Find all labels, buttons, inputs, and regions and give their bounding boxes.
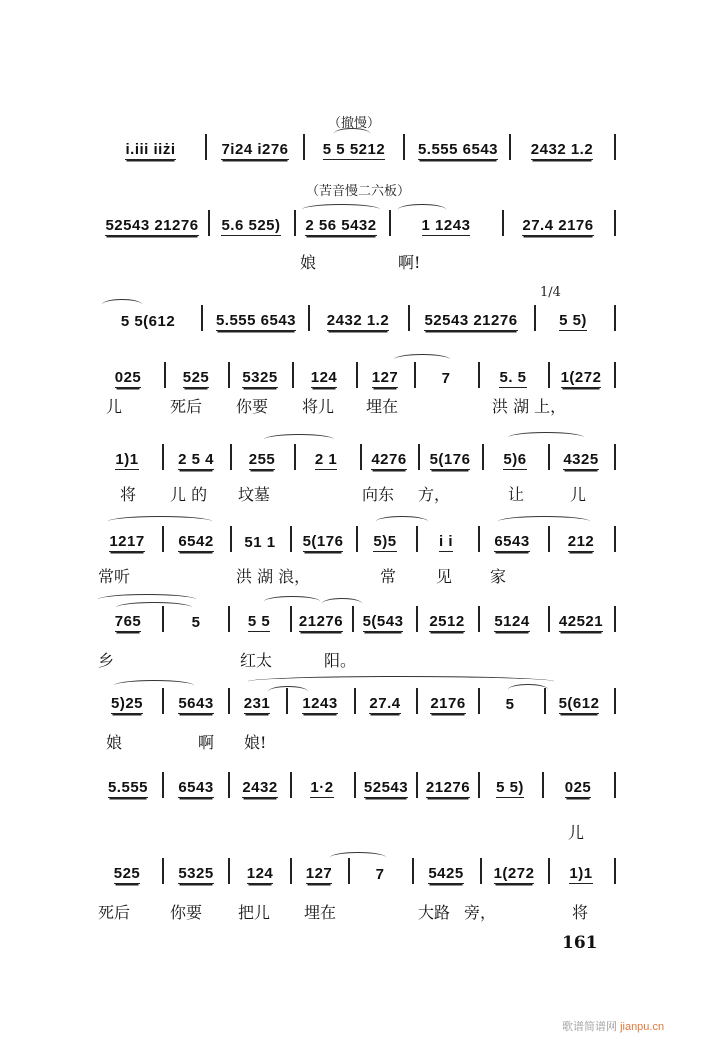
score-row-4 <box>98 350 618 420</box>
section-marking: （苦音慢二六板） <box>306 184 411 199</box>
measure: 5.555 <box>107 779 149 796</box>
score-row-5 <box>98 432 618 507</box>
lyric: 儿 <box>106 397 123 416</box>
measure: 5.555 6543 <box>417 141 499 158</box>
measure: 127 <box>371 369 399 386</box>
measure: 7 <box>441 370 451 387</box>
lyric: 埋在 <box>304 903 337 922</box>
measure: 124 <box>310 369 338 386</box>
score-row-9 <box>98 770 618 840</box>
lyric: 乡 <box>98 651 115 670</box>
lyric: 死后 <box>98 903 131 922</box>
measure: 1217 <box>109 533 145 550</box>
measure: 6543 <box>494 533 530 550</box>
measure: 21276 <box>425 779 471 796</box>
measure: 1(272 <box>493 865 535 882</box>
lyric: 坟墓 <box>238 485 271 504</box>
lyric: 你要 <box>170 903 203 922</box>
measure: 525 <box>113 865 141 882</box>
measure: 1·2 <box>310 779 334 796</box>
lyric: 娘! <box>244 733 267 752</box>
measure: 231 <box>243 695 271 712</box>
lyric: 儿 的 <box>170 485 208 504</box>
measure: 5 5 5212 <box>322 141 386 158</box>
score-row-8 <box>98 676 618 751</box>
measure: 21276 <box>298 613 344 630</box>
lyric: 将儿 <box>302 397 335 416</box>
measure: 5425 <box>428 865 464 882</box>
measure: 5 5(612 <box>120 313 176 330</box>
lyric: 洪 湖 浪， <box>236 567 311 586</box>
measure: 4276 <box>371 451 407 468</box>
measure: 42521 <box>558 613 604 630</box>
measure: 5)6 <box>503 451 527 468</box>
measure: 1 1243 <box>421 217 471 234</box>
lyric: 常听 <box>98 567 131 586</box>
measure: 5 <box>191 614 201 631</box>
measure: 52543 21276 <box>105 217 199 234</box>
measure: 5 <box>505 696 515 713</box>
score-row-3 <box>98 285 618 335</box>
score-row-1 <box>98 112 618 162</box>
measure: 27.4 <box>369 695 401 712</box>
measure: 5 5 <box>247 613 271 630</box>
lyric: 家 <box>490 567 507 586</box>
measure: 7 <box>375 866 385 883</box>
lyric: 常 <box>380 567 397 586</box>
measure: 025 <box>114 369 142 386</box>
measure: 4325 <box>563 451 599 468</box>
measure: 025 <box>564 779 592 796</box>
measure: 5)25 <box>110 695 144 712</box>
measure: i.iii iiżi <box>125 141 176 158</box>
measure: 5. 5 <box>499 369 527 386</box>
measure: 5325 <box>242 369 278 386</box>
measure: 52543 <box>363 779 409 796</box>
lyric: 方， <box>418 485 451 504</box>
lyric: 儿 <box>568 823 585 842</box>
score-row-7 <box>98 594 618 669</box>
score-row-6 <box>98 514 618 589</box>
page-number: 161 <box>562 933 598 953</box>
lyric: 啊! <box>398 253 421 272</box>
measure: 2432 <box>242 779 278 796</box>
measure: 2 1 <box>314 451 338 468</box>
measure: 1)1 <box>115 451 139 468</box>
measure: 212 <box>567 533 595 550</box>
measure: 2432 1.2 <box>530 141 594 158</box>
lyric: 你要 <box>236 397 269 416</box>
measure: 5325 <box>178 865 214 882</box>
lyric: 阳。 <box>324 651 357 670</box>
lyric: 将 <box>572 903 589 922</box>
measure: 6542 <box>178 533 214 550</box>
watermark-site: 歌谱简谱网 <box>562 1021 617 1033</box>
measure: 1243 <box>302 695 338 712</box>
watermark-url: jianpu.cn <box>620 1021 665 1033</box>
measure: 127 <box>305 865 333 882</box>
measure: 2432 1.2 <box>326 312 390 329</box>
measure: 124 <box>246 865 274 882</box>
measure: 5643 <box>178 695 214 712</box>
lyric: 埋在 <box>366 397 399 416</box>
lyric: 让 <box>508 485 525 504</box>
lyric: 向东 <box>362 485 395 504</box>
measure: 525 <box>182 369 210 386</box>
tempo-marking: （撤慢） <box>328 116 381 131</box>
measure: i i <box>438 533 453 550</box>
measure: 5 5) <box>559 312 587 329</box>
measure: 2512 <box>429 613 465 630</box>
measure: 5(176 <box>429 451 471 468</box>
lyric: 大路 <box>418 903 451 922</box>
measure: 1)1 <box>569 865 593 882</box>
measure: 5 5) <box>496 779 524 796</box>
score-row-2 <box>98 180 618 270</box>
measure: 7i24 i276 <box>221 141 289 158</box>
lyric: 娘 <box>106 733 123 752</box>
measure: 51 1 <box>244 534 276 551</box>
measure: 5124 <box>494 613 530 630</box>
time-signature: 1/4 <box>540 285 561 300</box>
measure: 2176 <box>430 695 466 712</box>
measure: 5(543 <box>362 613 404 630</box>
lyric: 娘 <box>300 253 317 272</box>
measure: 52543 21276 <box>424 312 518 329</box>
lyric: 啊 <box>198 733 215 752</box>
measure: 5.6 525) <box>221 217 281 234</box>
score-row-10 <box>98 852 618 927</box>
measure: 27.4 2176 <box>522 217 594 234</box>
measure: 1(272 <box>560 369 602 386</box>
measure: 2 5 4 <box>178 451 214 468</box>
measure: 765 <box>114 613 142 630</box>
lyric: 将 <box>120 485 137 504</box>
lyric: 把儿 <box>238 903 271 922</box>
lyric: 旁， <box>464 903 497 922</box>
measure: 2 56 5432 <box>305 217 377 234</box>
measure: 5.555 6543 <box>215 312 297 329</box>
lyric: 见 <box>436 567 453 586</box>
lyric: 儿 <box>570 485 587 504</box>
watermark <box>562 1018 664 1034</box>
measure: 6543 <box>178 779 214 796</box>
measure: 5(176 <box>302 533 344 550</box>
measure: 5(612 <box>558 695 600 712</box>
measure: 255 <box>248 451 276 468</box>
lyric: 洪 湖 上， <box>492 397 567 416</box>
lyric: 红太 <box>240 651 273 670</box>
measure: 5)5 <box>373 533 397 550</box>
lyric: 死后 <box>170 397 203 416</box>
